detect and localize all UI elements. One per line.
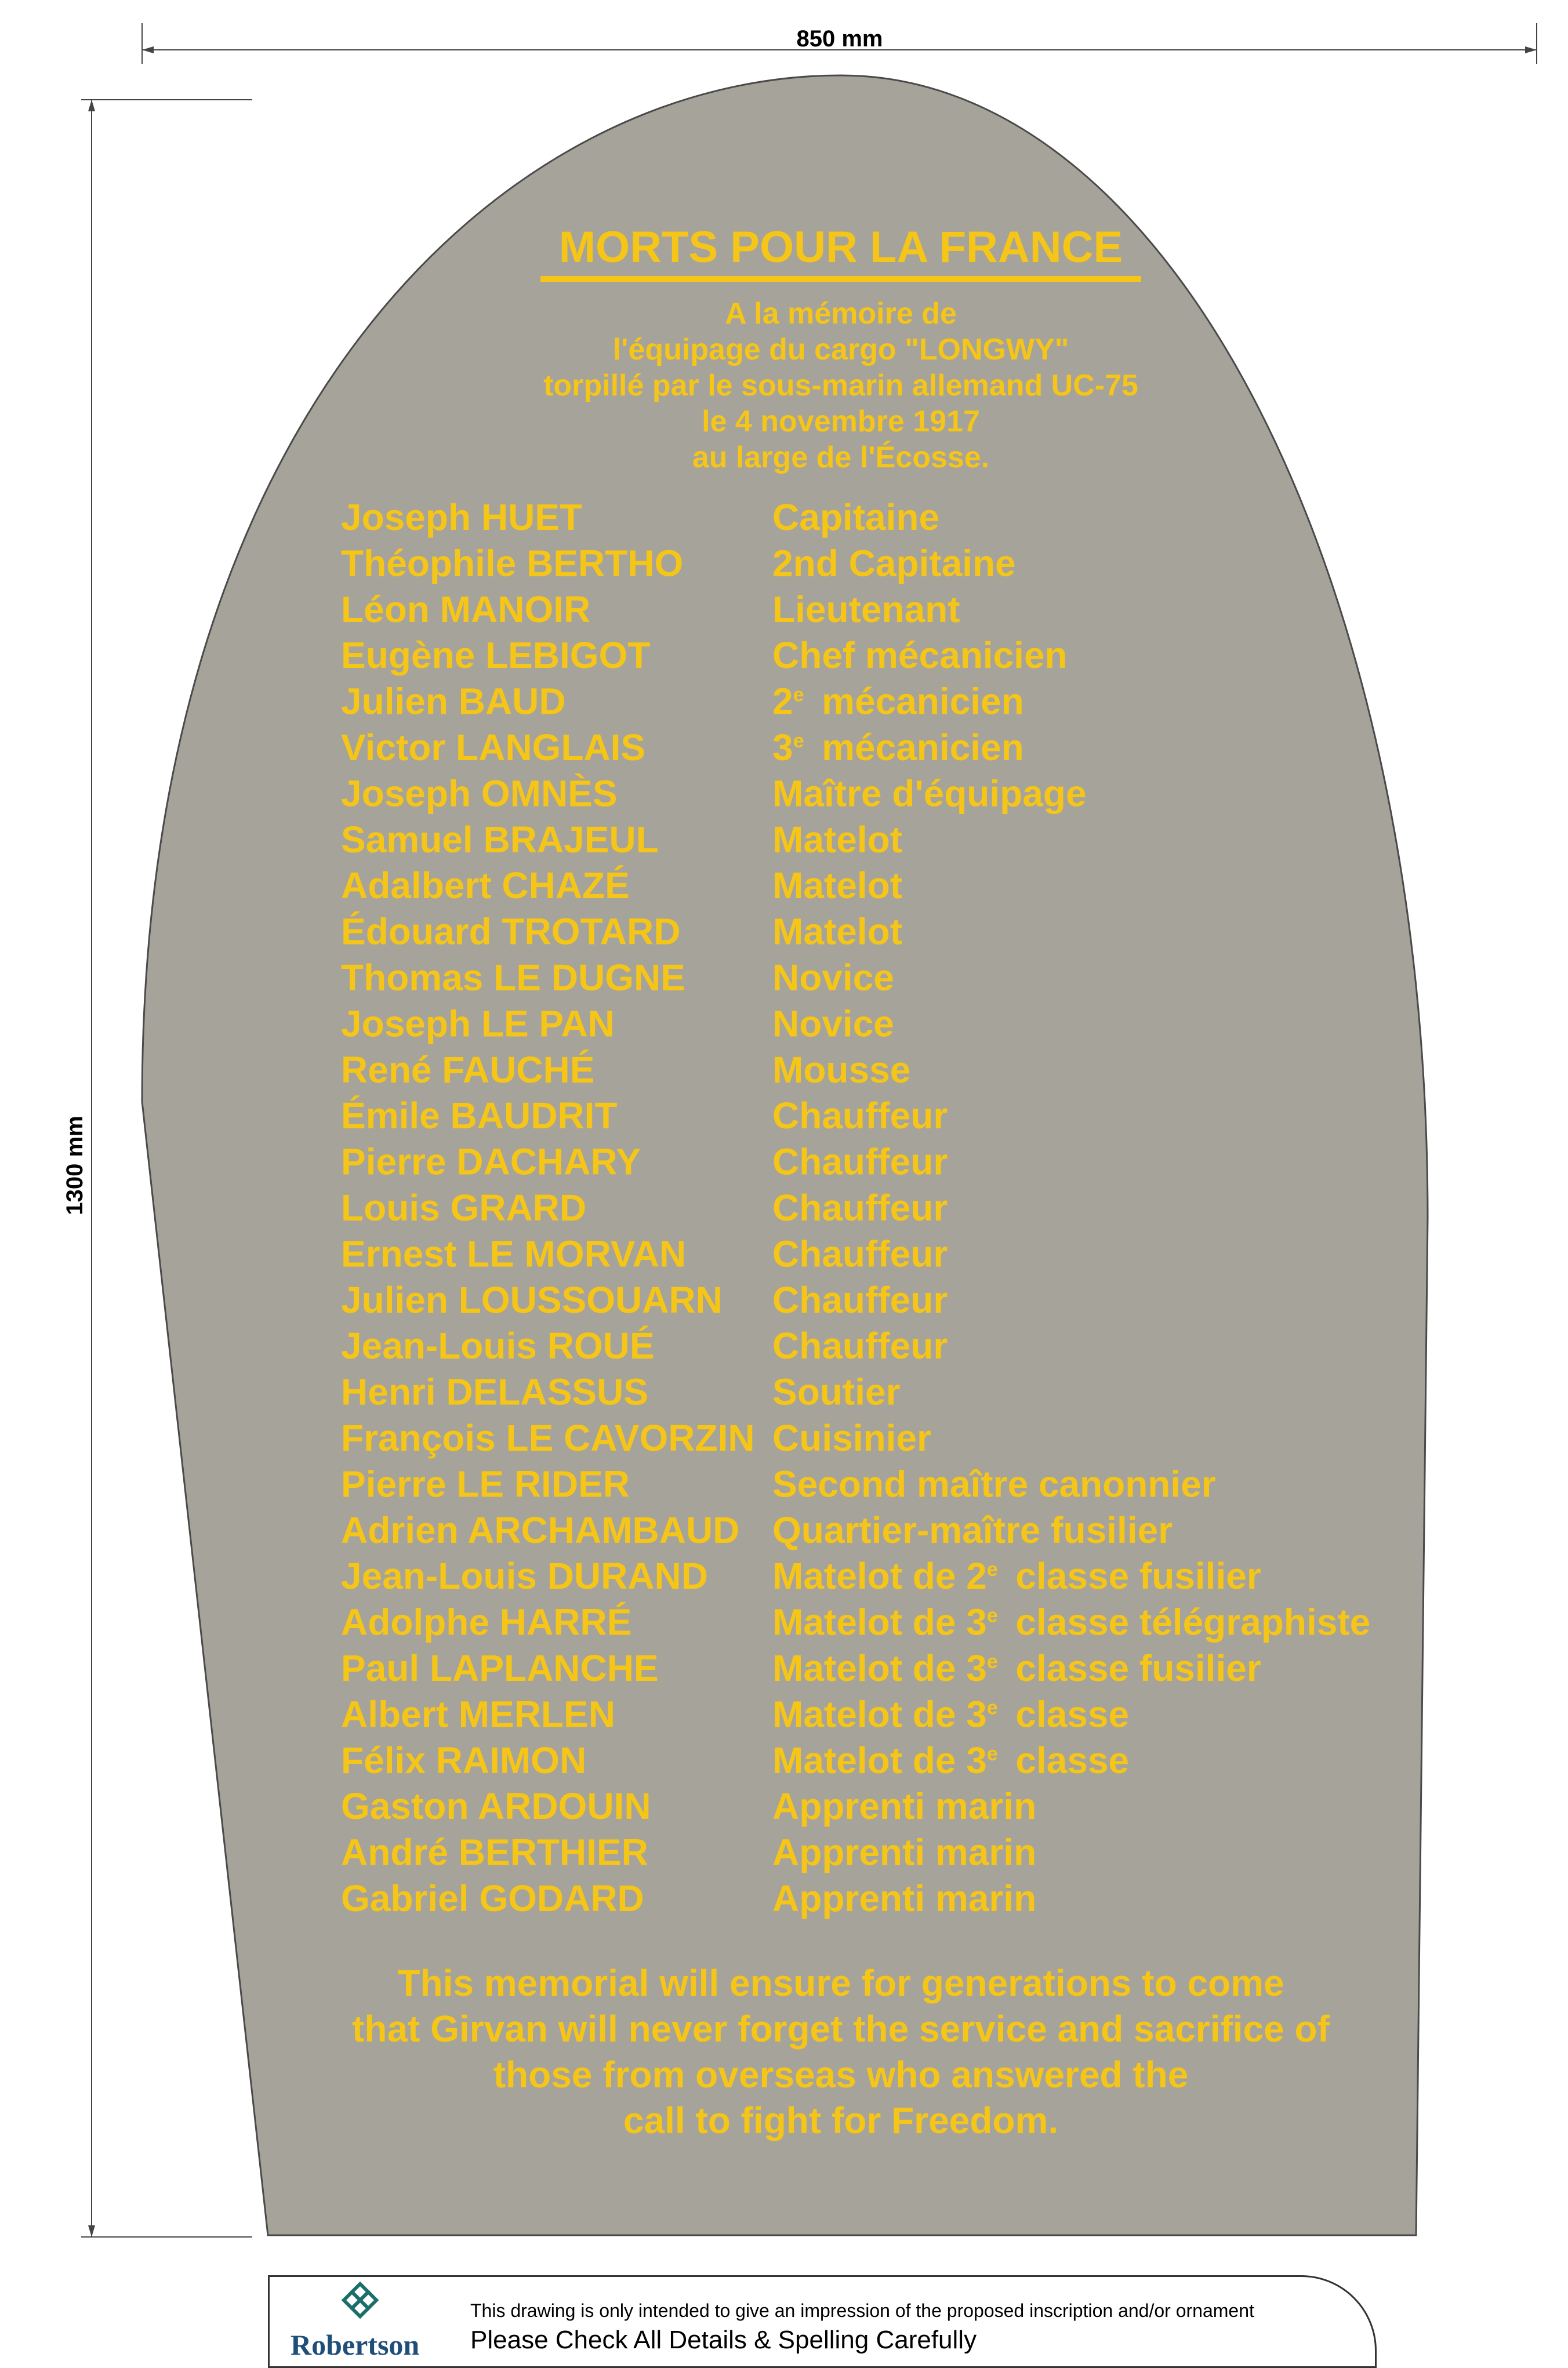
crew-rank: Matelot de 3e classe fusilier [772, 1647, 1261, 1689]
crew-rank: Quartier-maître fusilier [772, 1509, 1173, 1551]
footer-line: those from overseas who answered the [493, 2054, 1189, 2095]
crew-name: Adolphe HARRÉ [341, 1601, 632, 1643]
crew-rank: 2nd Capitaine [772, 542, 1016, 584]
crew-rank: Cuisinier [772, 1417, 931, 1459]
width-dimension [142, 23, 1537, 64]
crew-name: Adrien ARCHAMBAUD [341, 1509, 740, 1551]
crew-rank: Matelot [772, 865, 902, 907]
crew-rank: Matelot [772, 818, 902, 860]
crew-rank: Soutier [772, 1371, 901, 1413]
crew-rank: Matelot [772, 910, 902, 953]
crew-rank: Apprenti marin [772, 1831, 1037, 1873]
title-block [268, 2275, 1377, 2368]
crew-name: Joseph LE PAN [341, 1003, 615, 1045]
crew-name: Émile BAUDRIT [341, 1095, 618, 1137]
crew-name: Eugène LEBIGOT [341, 634, 651, 677]
width-dimension-label: 850 mm [796, 26, 883, 52]
crew-name: Julien BAUD [341, 680, 566, 722]
dedication-line: le 4 novembre 1917 [702, 405, 980, 438]
crew-name: Joseph HUET [341, 496, 583, 538]
dedication-line: au large de l'Écosse. [692, 441, 990, 474]
crew-name: Pierre DACHARY [341, 1141, 641, 1183]
heading-underline [540, 276, 1141, 282]
footer-line: call to fight for Freedom. [623, 2100, 1059, 2141]
crew-rank: Apprenti marin [772, 1785, 1037, 1828]
crew-rank: 3e mécanicien [772, 727, 1024, 768]
disclaimer-note: This drawing is only intended to give an impression of the proposed inscription and/or ornament [470, 2300, 1254, 2321]
height-dimension-label: 1300 mm [62, 1116, 88, 1215]
crew-rank: Chauffeur [772, 1233, 948, 1275]
crew-name: Paul LAPLANCHE [341, 1647, 659, 1689]
crew-rank: Chauffeur [772, 1095, 948, 1137]
crew-name: Félix RAIMON [341, 1739, 587, 1781]
crew-rank: Chef mécanicien [772, 634, 1068, 677]
crew-name: Adalbert CHAZÉ [341, 865, 630, 907]
dedication-line: A la mémoire de [725, 297, 957, 330]
crew-name: André BERTHIER [341, 1831, 648, 1873]
crew-rank: Chauffeur [772, 1187, 948, 1229]
crew-rank: Novice [772, 957, 894, 998]
crew-rank: Matelot de 3e classe [772, 1693, 1130, 1735]
crew-rank: Mousse [772, 1048, 911, 1091]
crew-name: Julien LOUSSOUARN [341, 1279, 723, 1321]
crew-name: Pierre LE RIDER [341, 1463, 630, 1505]
crew-name: Gaston ARDOUIN [341, 1785, 651, 1828]
crew-name: Joseph OMNÈS [341, 772, 618, 815]
brand-name: Robertson [291, 2329, 420, 2361]
crew-name: Albert MERLEN [341, 1693, 615, 1735]
crew-name: Henri DELASSUS [341, 1371, 648, 1413]
crew-rank: Capitaine [772, 496, 940, 538]
crew-rank: Matelot de 3e classe [772, 1739, 1130, 1781]
spelling-check-note: Please Check All Details & Spelling Carefully [470, 2326, 977, 2354]
crew-rank: Second maître canonnier [772, 1463, 1216, 1505]
crew-rank: 2e mécanicien [772, 680, 1024, 722]
crew-name: Victor LANGLAIS [341, 727, 646, 768]
crew-rank: Novice [772, 1003, 894, 1045]
crew-rank: Maître d'équipage [772, 772, 1087, 815]
crew-rank: Matelot de 3e classe télégraphiste [772, 1601, 1371, 1643]
memorial-heading: MORTS POUR LA FRANCE [558, 223, 1123, 272]
dedication-line: l'équipage du cargo "LONGWY" [612, 333, 1069, 366]
crew-rank: Matelot de 2e classe fusilier [772, 1555, 1261, 1597]
crew-name: Jean-Louis ROUÉ [341, 1325, 655, 1367]
crew-name: Théophile BERTHO [341, 542, 684, 584]
crew-name: Jean-Louis DURAND [341, 1555, 708, 1597]
crew-name: Thomas LE DUGNE [341, 957, 685, 998]
crew-rank: Lieutenant [772, 588, 960, 630]
crew-name: René FAUCHÉ [341, 1048, 595, 1091]
crew-name: Samuel BRAJEUL [341, 818, 659, 860]
crew-name: Ernest LE MORVAN [341, 1233, 687, 1275]
crew-rank: Chauffeur [772, 1279, 948, 1321]
crew-name: Édouard TROTARD [341, 910, 681, 953]
crew-name: Gabriel GODARD [341, 1877, 644, 1919]
crew-name: Léon MANOIR [341, 588, 591, 630]
footer-line: that Girvan will never forget the service and sacrifice of [352, 2008, 1330, 2050]
crew-rank: Chauffeur [772, 1325, 948, 1367]
crew-rank: Chauffeur [772, 1141, 948, 1183]
crew-name: François LE CAVORZIN [341, 1417, 755, 1459]
crew-name: Louis GRARD [341, 1187, 587, 1229]
crew-rank: Apprenti marin [772, 1877, 1037, 1919]
footer-line: This memorial will ensure for generations to come [397, 1962, 1284, 2004]
dedication-line: torpillé par le sous-marin allemand UC-75 [543, 369, 1138, 402]
